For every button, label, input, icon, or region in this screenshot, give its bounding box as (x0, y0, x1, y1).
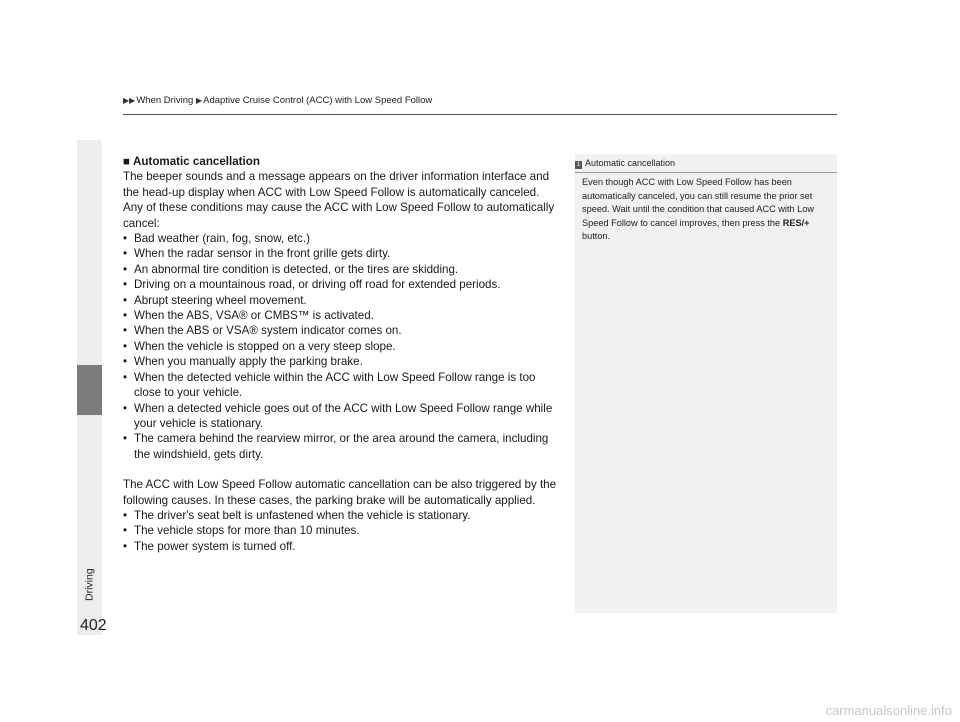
brake-conditions-list (123, 508, 559, 554)
breadcrumb-arrow-icon: ▶▶ (123, 96, 136, 105)
list-item: • The vehicle stops for more than 10 minutes. (123, 523, 559, 538)
list-item: • When the ABS or VSA® system indicator comes on. (123, 323, 559, 338)
note-reference-icon: 1 (576, 162, 581, 168)
main-content (123, 154, 559, 554)
note-heading-text: Automatic cancellation (585, 158, 676, 168)
list-item: • When the ABS, VSA® or CMBS™ is activated. (123, 308, 559, 323)
breadcrumb-arrow-icon: ▶ (195, 96, 203, 105)
breadcrumb (123, 95, 432, 106)
list-item: • Bad weather (rain, fog, snow, etc.) (123, 231, 559, 246)
chapter-label: Driving (83, 568, 96, 602)
list-item: • When the vehicle is stopped on a very steep slope. (123, 339, 559, 354)
list-item: • The camera behind the rearview mirror, or the area around the camera, including the windshield, gets dirty. (123, 431, 559, 462)
page-number: 402 (80, 617, 107, 634)
brake-paragraph: The ACC with Low Speed Follow automatic cancellation can be also triggered by the following causes. In these cases, the parking brake will be automatically applied. (123, 478, 557, 507)
intro-paragraph: The beeper sounds and a message appears on the driver information interface and the head-up display when ACC with Low Speed Follow is automatically canceled. Any of these conditions may cause the ACC with Low Speed Follow to automatically cancel: (123, 170, 555, 230)
note-text-end: button. (582, 231, 611, 242)
list-item: • When the radar sensor in the front grille gets dirty. (123, 246, 559, 261)
breadcrumb-level1[interactable]: When Driving (136, 95, 194, 106)
list-item: • Driving on a mountainous road, or driving off road for extended periods. (123, 277, 559, 292)
cancel-conditions-list (123, 231, 559, 462)
chapter-marker (77, 365, 102, 415)
list-item: • When the detected vehicle within the ACC with Low Speed Follow range is too close to your vehicle. (123, 370, 559, 401)
chapter-side-tab (77, 140, 102, 635)
list-item: • The driver's seat belt is unfastened when the vehicle is stationary. (123, 508, 559, 523)
breadcrumb-level2[interactable]: Adaptive Cruise Control (ACC) with Low Speed Follow (203, 95, 433, 106)
header-divider (123, 114, 837, 115)
res-button-label: RES/+ (782, 217, 810, 228)
list-item: • The power system is turned off. (123, 539, 559, 554)
note-body (582, 176, 832, 244)
list-item: • When you manually apply the parking brake. (123, 354, 559, 369)
note-divider (575, 172, 837, 173)
list-item: • An abnormal tire condition is detected, or the tires are skidding. (123, 262, 559, 277)
note-heading (575, 158, 837, 169)
section-heading-text: Automatic cancellation (133, 155, 260, 168)
square-bullet-icon: ■ (123, 155, 131, 168)
list-item: • When a detected vehicle goes out of the ACC with Low Speed Follow range while your vehicle is stationary. (123, 401, 559, 432)
list-item: • Abrupt steering wheel movement. (123, 293, 559, 308)
side-note-box (575, 154, 837, 613)
note-text: Even though ACC with Low Speed Follow has been automatically canceled, you can still resume the prior set speed. Wait until the condition that caused ACC with Low Speed Follow to cancel improves, then press the (582, 177, 815, 228)
watermark: carmanualsonline.info (825, 703, 952, 718)
section-heading (123, 154, 559, 169)
